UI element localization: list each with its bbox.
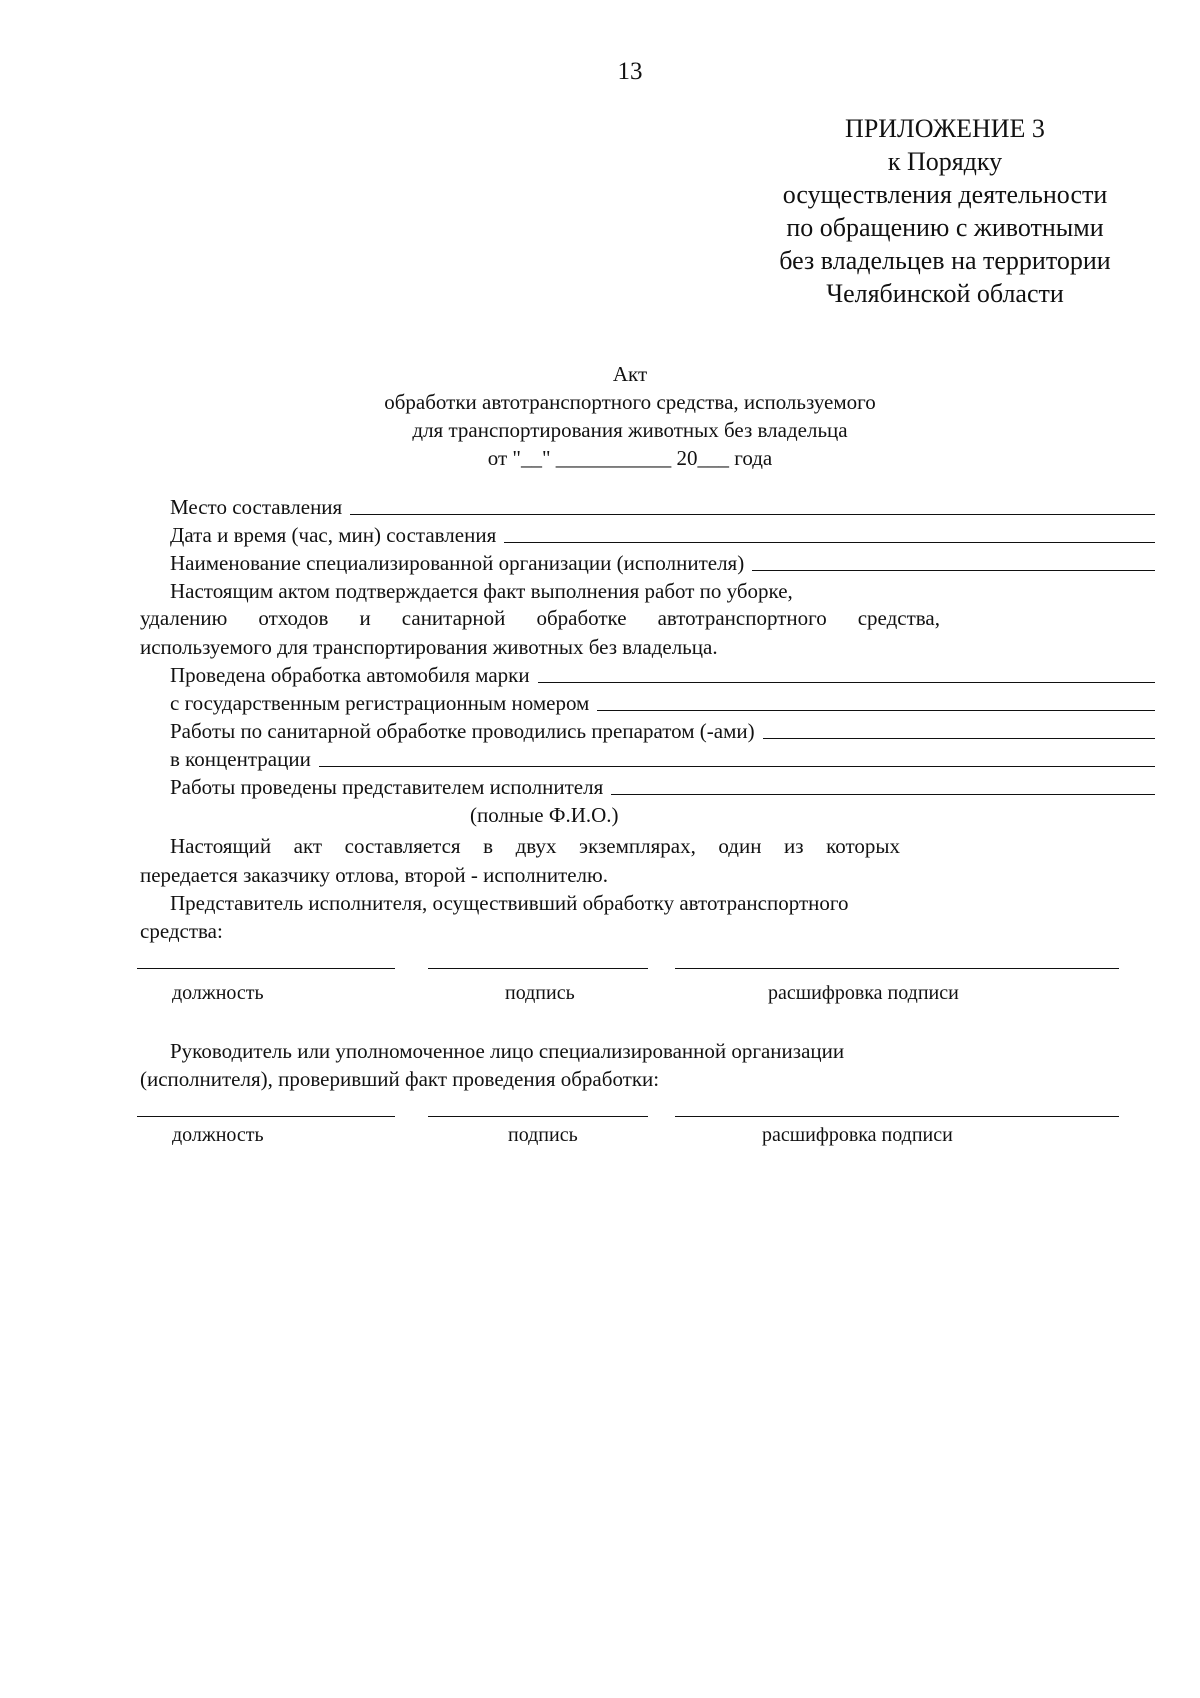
- field-label: Место составления: [170, 495, 343, 519]
- field-concentration: [140, 744, 1155, 772]
- field-datetime: [140, 520, 1155, 548]
- field-label: Работы проведены представителем исполнителя: [170, 775, 604, 799]
- appendix-line: без владельцев на территории: [779, 246, 1111, 275]
- field-reg-number: [140, 688, 1155, 716]
- appendix-title: ПРИЛОЖЕНИЕ 3: [845, 114, 1045, 143]
- paragraph-line: Представитель исполнителя, осуществивший обработку автотранспортного: [170, 891, 849, 915]
- field-place: [140, 492, 1155, 520]
- paragraph-line: удалению отходов и санитарной обработке автотранспортного средства,: [140, 606, 940, 630]
- field-blank: [538, 682, 1155, 683]
- field-label: Работы по санитарной обработке проводились препаратом (-ами): [170, 719, 755, 743]
- act-title-line: для транспортирования животных без владельца: [412, 418, 848, 442]
- field-blank: [597, 710, 1155, 711]
- paragraph-line: Руководитель или уполномоченное лицо специализированной организации: [170, 1039, 845, 1063]
- field-label: Проведена обработка автомобиля марки: [170, 663, 530, 687]
- appendix-line: Челябинской области: [826, 279, 1064, 308]
- appendix-line: к Порядку: [887, 147, 1003, 176]
- field-car-brand: [140, 660, 1155, 688]
- field-blank: [319, 766, 1155, 767]
- act-title: [330, 360, 930, 472]
- signature-line-signature: [428, 968, 648, 969]
- signature-line-position: [137, 968, 395, 969]
- appendix-line: по обращению с животными: [786, 213, 1104, 242]
- caption-signature: подпись: [508, 1124, 578, 1146]
- field-preparation: [140, 716, 1155, 744]
- signature-line-position: [137, 1116, 395, 1117]
- field-label: в концентрации: [170, 747, 311, 771]
- appendix-line: осуществления деятельности: [782, 180, 1108, 209]
- caption-decoding: расшифровка подписи: [768, 982, 959, 1004]
- page-number: 13: [617, 58, 643, 85]
- caption-position: должность: [172, 982, 264, 1004]
- paragraph-line: используемого для транспортирования животных без владельца.: [140, 635, 718, 659]
- field-label: Наименование специализированной организации (исполнителя): [170, 551, 745, 575]
- act-title-line: обработки автотранспортного средства, используемого: [384, 390, 876, 414]
- paragraph-line: Настоящим актом подтверждается факт выполнения работ по уборке,: [170, 579, 793, 603]
- field-blank: [763, 738, 1155, 739]
- paragraph-line: Настоящий акт составляется в двух экземплярах, один из которых: [170, 834, 900, 858]
- paragraph-line: передается заказчику отлова, второй - исполнителю.: [140, 863, 608, 887]
- field-blank: [350, 514, 1155, 515]
- caption-position: должность: [172, 1124, 264, 1146]
- field-blank: [504, 542, 1155, 543]
- caption-decoding: расшифровка подписи: [762, 1124, 953, 1146]
- paragraph-line: (исполнителя), проверивший факт проведения обработки:: [140, 1067, 660, 1091]
- act-title-heading: Акт: [612, 362, 648, 386]
- field-blank: [752, 570, 1155, 571]
- full-name-hint: (полные Ф.И.О.): [470, 803, 619, 827]
- field-blank: [611, 794, 1155, 795]
- caption-signature: подпись: [505, 982, 575, 1004]
- field-label: Дата и время (час, мин) составления: [170, 523, 497, 547]
- field-org-name: [140, 548, 1155, 576]
- signature-line-decoding: [675, 968, 1119, 969]
- signature-line-decoding: [675, 1116, 1119, 1117]
- signature-line-signature: [428, 1116, 648, 1117]
- act-date-line: от "__" ___________ 20___ года: [487, 446, 773, 470]
- field-representative: [140, 772, 1155, 800]
- paragraph-line: средства:: [140, 919, 223, 943]
- field-label: с государственным регистрационным номером: [170, 691, 590, 715]
